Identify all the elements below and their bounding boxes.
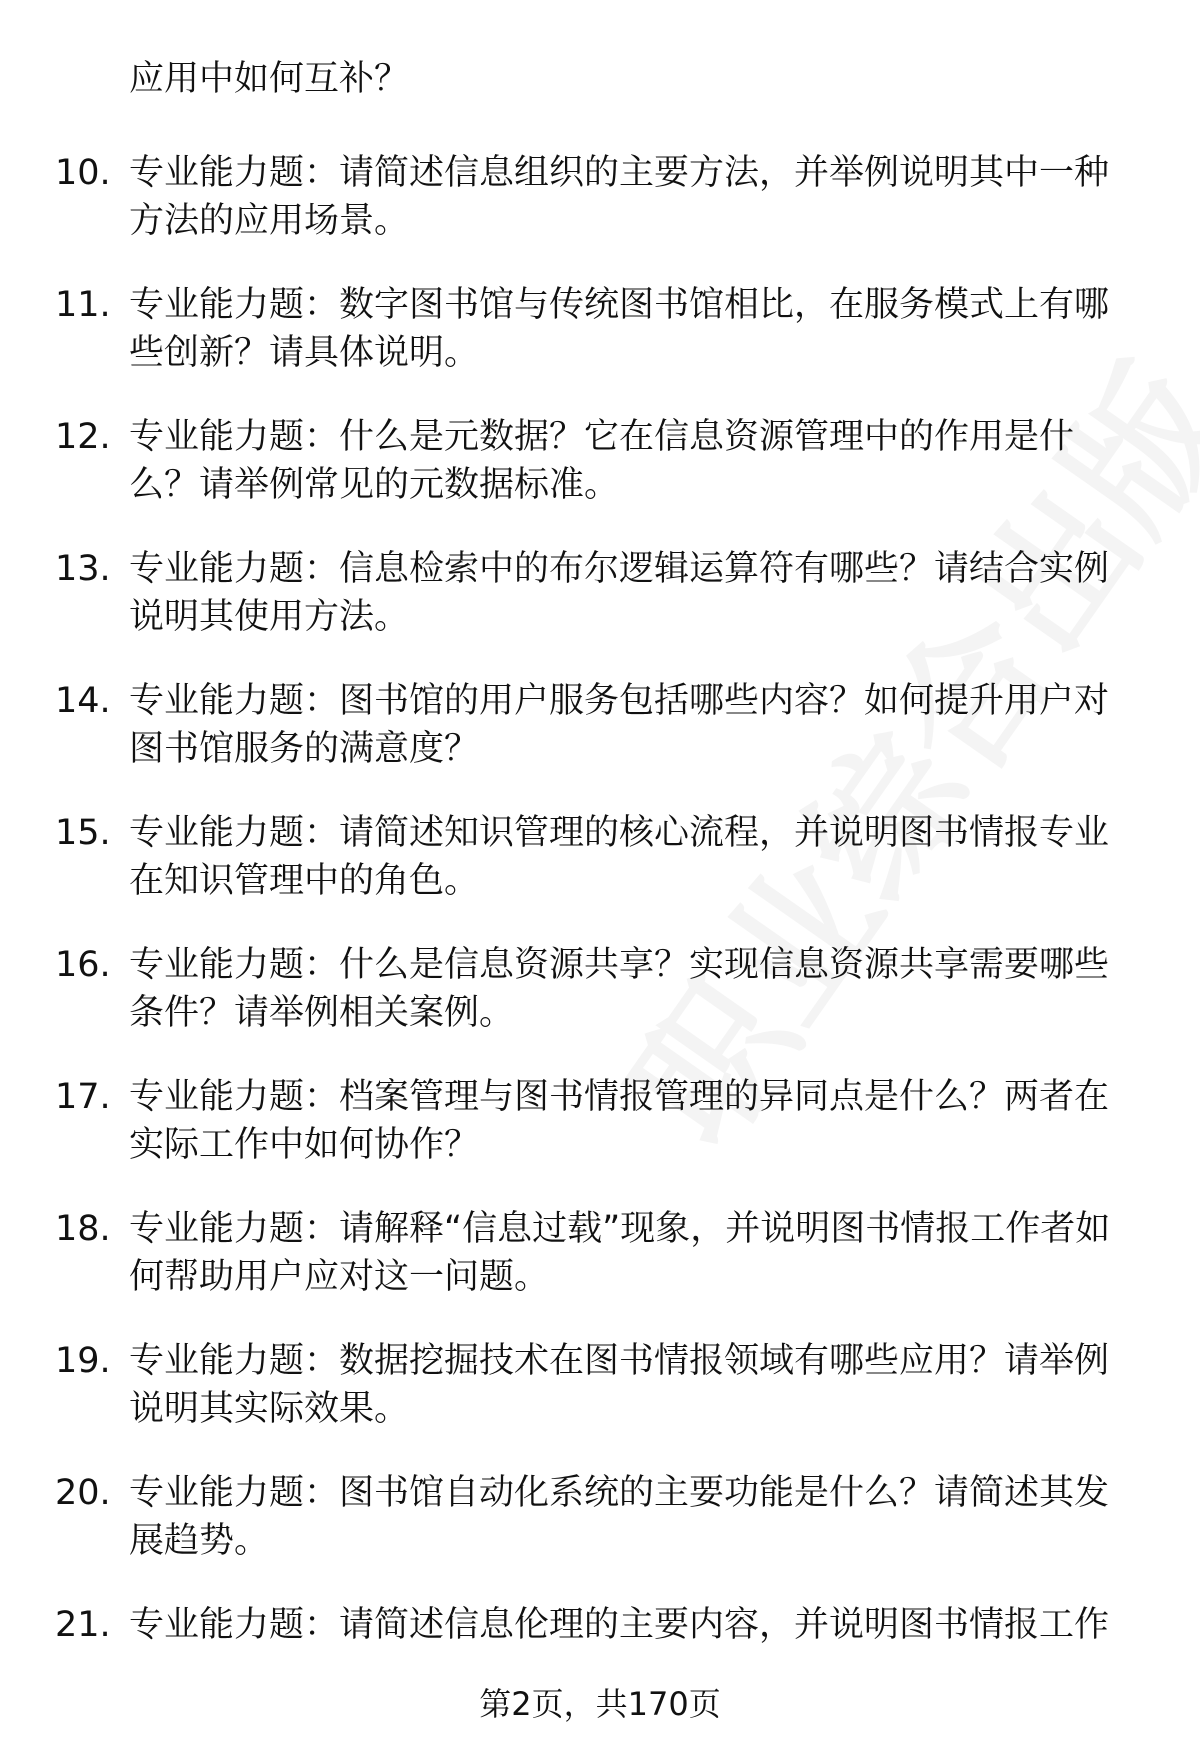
question-item [0,413,1200,545]
question-number: 21. [55,1605,111,1645]
question-item [0,809,1200,941]
question-item [0,281,1200,413]
question-number: 18. [55,1209,111,1249]
question-text: 专业能力题：图书馆的用户服务包括哪些内容？如何提升用户对图书馆服务的满意度？ [129,681,1110,769]
question-text: 专业能力题：什么是信息资源共享？实现信息资源共享需要哪些条件？请举例相关案例。 [129,945,1110,1033]
continued-question-text: 应用中如何互补？ [129,59,410,99]
question-number: 10. [55,153,111,193]
question-number: 12. [55,417,111,457]
question-item [0,545,1200,677]
question-text: 专业能力题：请简述知识管理的核心流程，并说明图书情报专业在知识管理中的角色。 [129,813,1110,901]
question-text: 专业能力题：档案管理与图书情报管理的异同点是什么？两者在实际工作中如何协作？ [129,1077,1110,1165]
question-text: 专业能力题：请解释“信息过载”现象，并说明图书情报工作者如何帮助用户应对这一问题。 [129,1209,1111,1297]
question-item [0,1469,1200,1601]
question-number: 13. [55,549,111,589]
question-number: 14. [55,681,111,721]
question-text: 专业能力题：数字图书馆与传统图书馆相比，在服务模式上有哪些创新？请具体说明。 [129,285,1110,373]
question-text: 专业能力题：什么是元数据？它在信息资源管理中的作用是什么？请举例常见的元数据标准。 [129,417,1075,505]
question-item [0,941,1200,1073]
question-number: 16. [55,945,111,985]
question-item [0,1205,1200,1337]
question-number: 11. [55,285,111,325]
question-number: 15. [55,813,111,853]
question-item [0,1337,1200,1469]
question-item [0,677,1200,809]
question-text: 专业能力题：图书馆自动化系统的主要功能是什么？请简述其发展趋势。 [129,1473,1110,1561]
question-number: 17. [55,1077,111,1117]
question-text: 专业能力题：信息检索中的布尔逻辑运算符有哪些？请结合实例说明其使用方法。 [129,549,1110,637]
question-text: 专业能力题：数据挖掘技术在图书情报领域有哪些应用？请举例说明其实际效果。 [129,1341,1110,1429]
question-item [0,1073,1200,1205]
question-list [0,149,1200,1733]
question-number: 19. [55,1341,111,1381]
question-text: 专业能力题：请简述信息伦理的主要内容，并说明图书情报工作 [129,1605,1110,1645]
question-item [0,149,1200,281]
question-text: 专业能力题：请简述信息组织的主要方法，并举例说明其中一种方法的应用场景。 [129,153,1110,241]
page-footer: 第2页，共170页 [479,1685,721,1723]
question-number: 20. [55,1473,111,1513]
